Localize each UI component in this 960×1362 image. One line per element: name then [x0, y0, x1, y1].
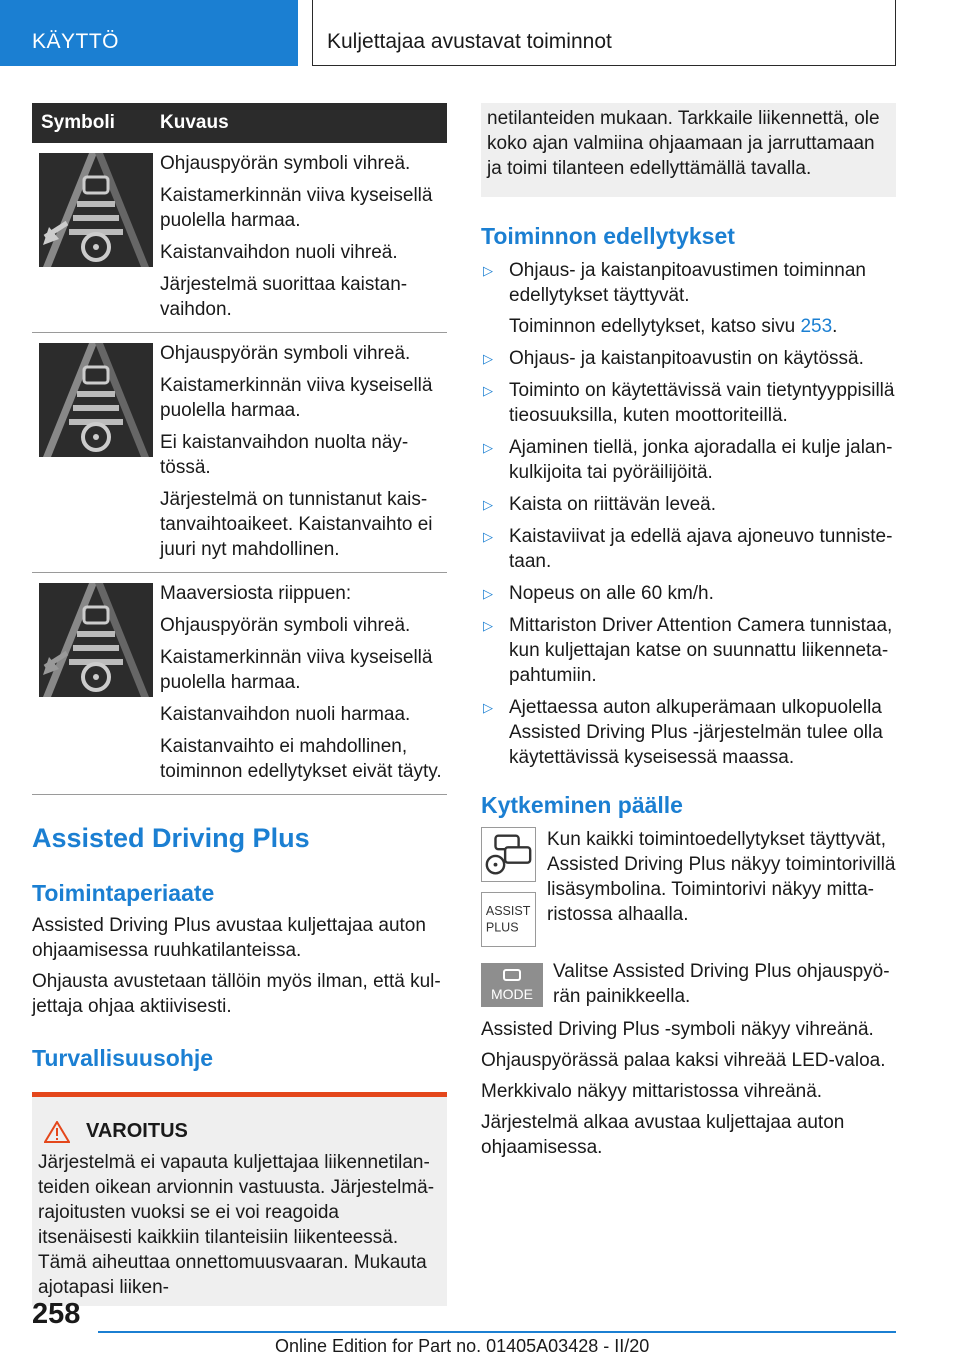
plus-icon-text: PLUS [485, 920, 519, 935]
lane-change-left-icon [39, 153, 153, 267]
section-heading: Assisted Driving Plus [32, 823, 310, 853]
mode-instruction-text: Valitse Assisted Driving Plus ohjauspyörän painikkeella. [553, 961, 890, 1007]
list-item [481, 258, 896, 339]
warning-triangle-icon [44, 1121, 70, 1143]
table-row [32, 573, 447, 795]
table-row [32, 333, 447, 573]
assist-plus-icon [481, 892, 536, 947]
warning-text: Järjestelmä ei vapauta kuljettajaa liikennetilanteiden oikean arvionnin vastuusta. Järjestelmärajoitusten vuoksi se ei voi reagoida itsenäisesti kaikkiin tilanteisiin liikenteessä. Tämä aiheuttaa onnettomuusvaaran. Mukauta ajotapasi liiken- [38, 1152, 435, 1298]
mode-button-icon [481, 963, 543, 1007]
prerequisites-heading: Toiminnon edellytykset [481, 223, 735, 249]
result-paragraph: Merkkivalo näkyy mittaristossa vihreänä. [481, 1081, 823, 1102]
principle-heading: Toimintaperiaate [32, 880, 215, 906]
warning-box [32, 1092, 447, 1306]
prerequisites-list [481, 258, 896, 770]
result-paragraph: Assisted Driving Plus -symboli näkyy vihreänä. [481, 1019, 874, 1040]
switch-on-heading: Kytkeminen päälle [481, 792, 683, 818]
chapter-title: Kuljettajaa avustavat toiminnot [327, 30, 612, 53]
symbol-desc-line: Ohjauspyörän symboli vihreä. [160, 343, 411, 364]
left-column [32, 103, 447, 1306]
list-item-text: Kaistaviivat ja edellä ajava ajoneuvo tunnistetaan. [509, 526, 893, 572]
bullet-triangle-icon: ▷ [483, 586, 493, 601]
list-item [481, 524, 896, 574]
result-paragraph: Järjestelmä alkaa avustaa kuljettajaa auton ohjaamisessa. [481, 1112, 845, 1158]
reference-text: Toiminnon edellytykset, katso sivu [509, 316, 801, 337]
lane-change-unavailable-icon [39, 583, 153, 697]
section-tab [0, 0, 298, 66]
warning-continuation [481, 103, 896, 197]
section-label: KÄYTTÖ [32, 30, 120, 53]
bullet-triangle-icon: ▷ [483, 440, 493, 455]
list-item [481, 581, 896, 606]
principle-paragraph: Ohjausta avustetaan tällöin myös ilman, että kuljettaja ohjaa aktiivisesti. [32, 971, 441, 1017]
symbol-desc-line: Kaistamerkinnän viiva kyseisellä puolella harmaa. [160, 185, 433, 231]
footer-divider [98, 1331, 896, 1333]
safety-heading: Turvallisuusohje [32, 1045, 214, 1071]
lane-keeping-icon [39, 343, 153, 457]
list-item-text: Toiminto on käytettävissä vain tietyntyyppisillä tieosuuksilla, kuten moottoriteillä. [509, 380, 895, 426]
list-item [481, 492, 896, 517]
symbol-desc-line: Ohjauspyörän symboli vihreä. [160, 153, 411, 174]
description-column-header: Kuvaus [160, 112, 229, 133]
page-number: 258 [32, 1298, 81, 1330]
list-item [481, 346, 896, 371]
list-item-text: Mittariston Driver Attention Camera tunnistaa, kun kuljettajan katse on suunnattu liikennetapahtumiin. [509, 615, 893, 686]
chapter-title-box [312, 0, 896, 66]
mode-button-block [481, 959, 896, 1009]
list-item [481, 613, 896, 688]
mode-icon-text: MODE [491, 986, 533, 1002]
symbol-desc-line: Kaistanvaihdon nuoli vihreä. [160, 242, 398, 263]
symbol-desc-line: Kaistamerkinnän viiva kyseisellä puolella harmaa. [160, 647, 433, 693]
warning-continuation-text: netilanteiden mukaan. Tarkkaile liikennettä, ole koko ajan valmiina ohjaamaan ja jarruttamaan ja toimi tilanteen edellyttämällä tavalla. [487, 108, 880, 179]
edition-note: Online Edition for Part no. 01405A03428 - II/20 [275, 1336, 650, 1356]
indicator-text: Kun kaikki toimintoedellytykset täyttyvät, Assisted Driving Plus näkyy toimintorivillä lisäsymbolina. Toimintorivi näkyy mittaristossa alhaalla. [547, 829, 896, 925]
bullet-triangle-icon: ▷ [483, 263, 493, 278]
assist-icon-text: ASSIST [485, 904, 531, 919]
list-item [481, 378, 896, 428]
principle-paragraph: Assisted Driving Plus avustaa kuljettajaa auton ohjaamisessa ruuhkatilanteissa. [32, 915, 426, 961]
list-item-text: Ohjaus- ja kaistanpitoavustin on käytössä. [509, 348, 864, 369]
bullet-triangle-icon: ▷ [483, 700, 493, 715]
bullet-triangle-icon: ▷ [483, 618, 493, 633]
list-item [481, 695, 896, 770]
right-column [481, 103, 896, 1160]
reference-suffix: . [832, 316, 838, 337]
symbol-table-header [32, 103, 447, 143]
indicator-block [481, 827, 896, 957]
symbol-column-header: Symboli [41, 112, 115, 133]
symbol-desc-line: Järjestelmä suorittaa kaistanvaihdon. [160, 274, 408, 320]
list-item-text: Nopeus on alle 60 km/h. [509, 583, 714, 604]
warning-title [38, 1119, 437, 1144]
list-item-text: Kaista on riittävän leveä. [509, 494, 717, 515]
symbol-desc-line: Ohjauspyörän symboli vihreä. [160, 615, 411, 636]
table-row [32, 143, 447, 333]
bullet-triangle-icon: ▷ [483, 529, 493, 544]
list-item [481, 435, 896, 485]
reference-note [509, 314, 896, 339]
symbol-desc-line: Järjestelmä on tunnistanut kaistanvaihtoaikeet. Kaistanvaihto ei juuri nyt mahdollinen. [160, 489, 433, 560]
traffic-jam-assist-icon [481, 827, 536, 882]
warning-title-text: VAROITUS [86, 1120, 188, 1142]
bullet-triangle-icon: ▷ [483, 351, 493, 366]
page-link[interactable]: 253 [800, 316, 833, 337]
list-item-text: Ajettaessa auton alkuperämaan ulkopuolella Assisted Driving Plus -järjestelmän tulee olla käytettävissä kyseisessä maassa. [509, 697, 883, 768]
bullet-triangle-icon: ▷ [483, 497, 493, 512]
symbol-desc-line: Kaistamerkinnän viiva kyseisellä puolella harmaa. [160, 375, 433, 421]
list-item-text: Ohjaus- ja kaistanpitoavustimen toiminnan edellytykset täyttyvät. [509, 260, 866, 306]
symbol-desc-line: Kaistanvaihto ei mahdollinen, toiminnon edellytykset eivät täyty. [160, 736, 442, 782]
bullet-triangle-icon: ▷ [483, 383, 493, 398]
symbol-desc-line: Kaistanvaihdon nuoli harmaa. [160, 704, 411, 725]
symbol-desc-line: Maaversiosta riippuen: [160, 583, 352, 604]
symbol-desc-line: Ei kaistanvaihdon nuolta näytössä. [160, 432, 409, 478]
result-paragraph: Ohjauspyörässä palaa kaksi vihreää LED-valoa. [481, 1050, 886, 1071]
list-item-text: Ajaminen tiellä, jonka ajoradalla ei kulje jalankulkijoita tai pyöräilijöitä. [509, 437, 893, 483]
